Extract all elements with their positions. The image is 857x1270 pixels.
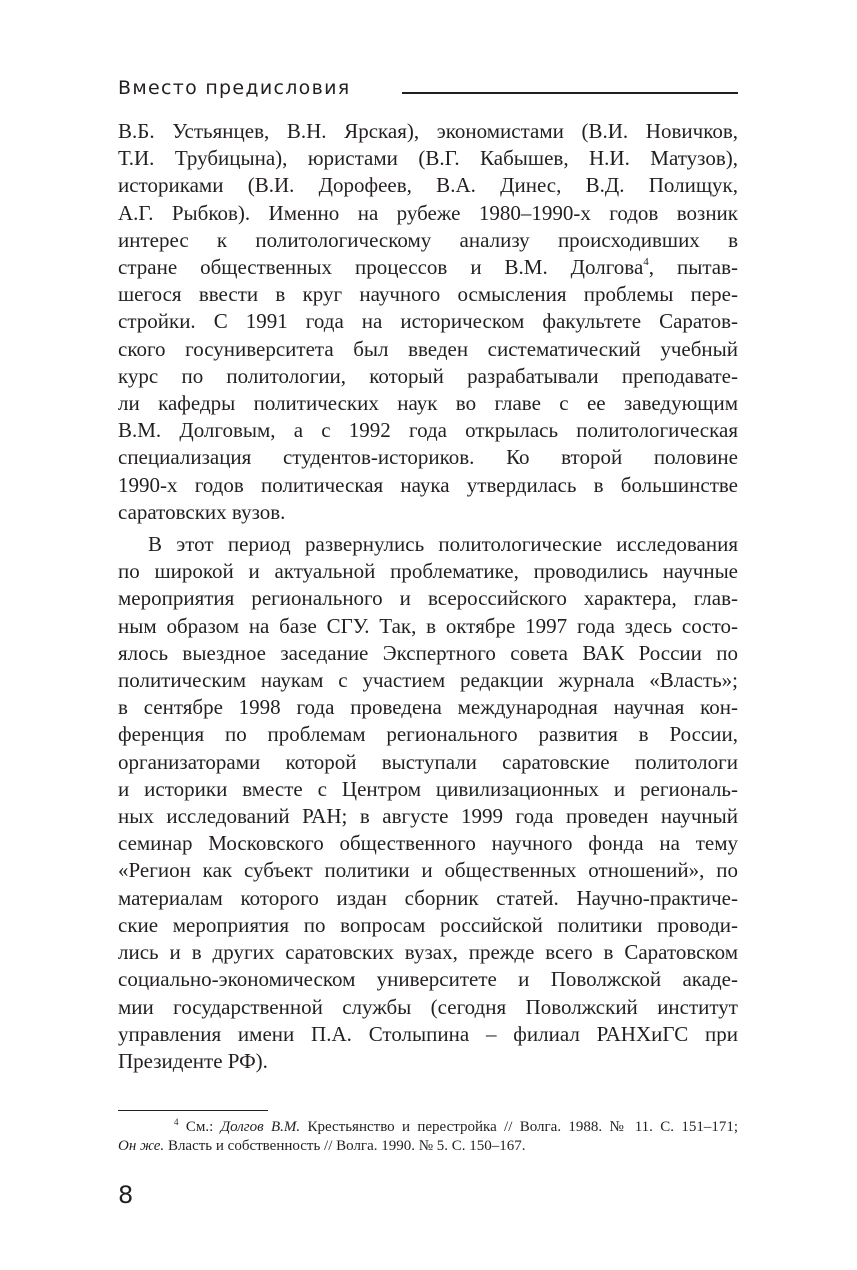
text-line: мии государственной службы (сегодня Поволжский институт bbox=[118, 994, 738, 1019]
text-line: управления имени П.А. Столыпина – филиал РАНХиГС при bbox=[118, 1021, 738, 1046]
text-line: ялось выездное заседание Экспертного совета ВАК России по bbox=[118, 640, 738, 665]
footnote-ref[interactable]: 4 bbox=[643, 256, 649, 269]
text-line: ференция по проблемам регионального развития в России, bbox=[118, 722, 738, 747]
text-line: семинар Московского общественного научного фонда на тему bbox=[118, 831, 738, 856]
text-line: ных исследований РАН; в августе 1999 года проведен научный bbox=[118, 804, 738, 829]
footnote-author: Долгов В.М. bbox=[220, 1119, 301, 1135]
footnote-line bbox=[118, 1118, 738, 1137]
text-line: А.Г. Рыбков). Именно на рубеже 1980–1990-х годов возник bbox=[118, 200, 738, 225]
footnote-number: 4 bbox=[174, 1117, 179, 1127]
paragraph-2 bbox=[118, 531, 738, 1075]
footnote-author-ibid: Он же. bbox=[118, 1138, 165, 1154]
text-line: материалам которого издан сборник статей. Научно-практиче- bbox=[118, 885, 738, 910]
text-line: в сентябре 1998 года проведена международная научная кон- bbox=[118, 695, 738, 720]
text-line: В.М. Долговым, а с 1992 года открылась политологическая bbox=[118, 418, 738, 443]
text-line: саратовских вузов. bbox=[118, 499, 286, 524]
text-fragment: стране общественных процессов и В.М. Долгова bbox=[118, 255, 644, 280]
text-fragment: , пытав- bbox=[648, 255, 738, 280]
text-line: мероприятия регионального и всероссийского характера, глав- bbox=[118, 586, 738, 611]
paragraph-1 bbox=[118, 118, 738, 526]
text-line: 1990-х годов политическая наука утвердилась в большинстве bbox=[118, 472, 738, 497]
footnote-citation: Власть и собственность // Волга. 1990. № 5. С. 150–167. bbox=[164, 1138, 526, 1154]
text-line: историками (В.И. Дорофеев, В.А. Динес, В.Д. Полищук, bbox=[118, 173, 738, 198]
text-line: В этот период развернулись политологические исследования bbox=[148, 532, 738, 557]
text-line: шегося ввести в круг научного осмысления проблемы пере- bbox=[118, 282, 738, 307]
text-line: специализация студентов-историков. Ко второй половине bbox=[118, 445, 738, 470]
text-line: «Регион как субъект политики и общественных отношений», по bbox=[118, 858, 738, 883]
text-line: организаторами которой выступали саратовские политологи bbox=[118, 749, 738, 774]
text-line: курс по политологии, который разрабатывали преподавате- bbox=[118, 363, 738, 388]
running-head-title: Вместо предисловия bbox=[118, 77, 351, 99]
page-number: 8 bbox=[118, 1181, 134, 1209]
footnote-rule bbox=[118, 1110, 268, 1111]
text-line: лись и в других саратовских вузах, прежде всего в Саратовском bbox=[118, 940, 738, 965]
text-line: интерес к политологическому анализу происходивших в bbox=[118, 227, 738, 252]
text-line: политическим наукам с участием редакции журнала «Власть»; bbox=[118, 668, 738, 693]
text-line: по широкой и актуальной проблематике, проводились научные bbox=[118, 559, 738, 584]
body-text bbox=[118, 118, 738, 1075]
text-line: ли кафедры политических наук во главе с ее заведующим bbox=[118, 391, 738, 416]
text-line: стройки. С 1991 года на историческом факультете Саратов- bbox=[118, 309, 738, 334]
running-head-rule bbox=[402, 92, 738, 94]
text-line: Президенте РФ). bbox=[118, 1048, 268, 1073]
footnote-prefix: См.: bbox=[178, 1119, 221, 1135]
footnote-line bbox=[118, 1137, 738, 1156]
text-line: Т.И. Трубицына), юристами (В.Г. Кабышев, Н.И. Матузов), bbox=[118, 146, 738, 171]
text-line: ным образом на базе СГУ. Так, в октябре 1997 года здесь состо- bbox=[118, 613, 738, 638]
footnote-citation: Крестьянство и перестройка // Волга. 1988. № 11. С. 151–171; bbox=[300, 1119, 738, 1135]
running-head bbox=[118, 74, 738, 104]
text-line: ского госуниверситета был введен систематический учебный bbox=[118, 336, 738, 361]
text-line: социально-экономическом университете и Поволжской акаде- bbox=[118, 967, 738, 992]
footnote bbox=[118, 1118, 738, 1156]
text-line: и историки вместе с Центром цивилизационных и региональ- bbox=[118, 776, 738, 801]
text-line: ские мероприятия по вопросам российской политики проводи- bbox=[118, 912, 738, 937]
text-line: В.Б. Устьянцев, В.Н. Ярская), экономистами (В.И. Новичков, bbox=[118, 119, 738, 143]
text-line-with-footnote-ref bbox=[118, 254, 738, 281]
